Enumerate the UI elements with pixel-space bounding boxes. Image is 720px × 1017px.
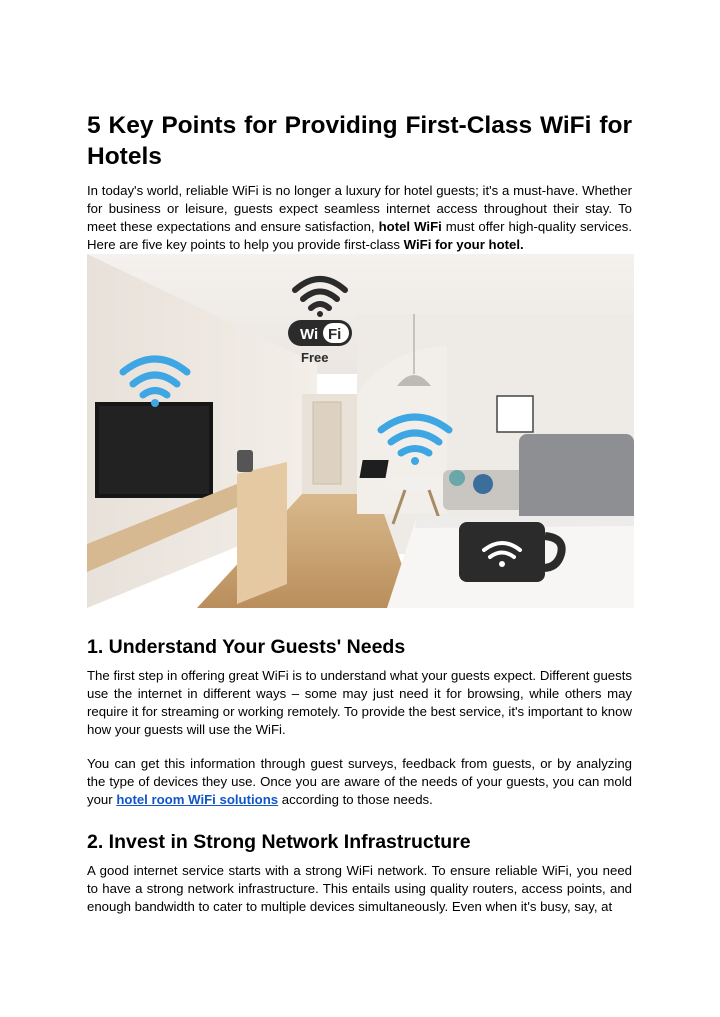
badge-fi: Fi [328,326,342,343]
page-title: 5 Key Points for Providing First-Class WiFi for Hotels [87,112,632,170]
hotel-room-wifi-solutions-link[interactable]: hotel room WiFi solutions [116,792,279,807]
hotel-room-image [87,254,634,608]
badge-free: Free [301,350,329,365]
badge-wi: Wi [300,326,319,343]
intro-bold-hotel-wifi: hotel WiFi [378,219,442,234]
intro-text-1: In today's world, reliable WiFi is no longer a luxury for hotel guests; it's a must-have. Whether for business or leisure, guests expect seamless internet access throughout their stay. To meet these expectations and ensure satisfaction, [87,183,632,234]
intro-bold-wifi-for-hotel: WiFi for your hotel. [403,237,524,252]
section1-paragraph-2 [87,755,632,809]
section1-para2-text-after: according to those needs. [278,792,433,807]
section2-heading: 2. Invest in Strong Network Infrastructure [87,831,471,853]
section1-para2-text-before: You can get this information through guest surveys, feedback from guests, or by analyzing the type of devices they use. Once you are aware of the needs of your guests, you can mold your [87,756,632,807]
section1-paragraph-1: The first step in offering great WiFi is to understand what your guests expect. Different guests use the internet in different ways – some may just need it for browsing, while others may require it for streaming or working remotely. To provide the best service, it's important to know how your guests will use the WiFi. [87,668,632,737]
section2-paragraph-1: A good internet service starts with a strong WiFi network. To ensure reliable WiFi, you need to have a strong network infrastructure. This entails using quality routers, access points, and enough bandwidth to cater to multiple devices simultaneously. Even when it's busy, say, at [87,863,632,914]
section1-heading: 1. Understand Your Guests' Needs [87,636,406,658]
intro-text-2: must offer high-quality services. Here are five key points to help you provide first-class [87,219,632,252]
intro-paragraph [87,182,632,254]
